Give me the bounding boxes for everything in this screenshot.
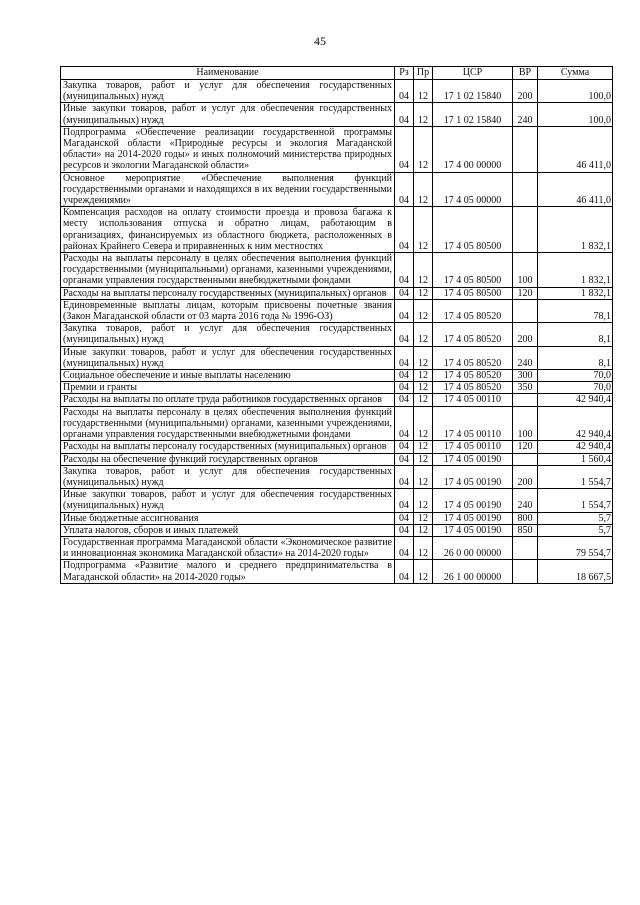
cell-rz: 04 [395,299,414,322]
cell-csr: 17 4 05 80520 [433,370,513,382]
cell-name: Расходы на выплаты персоналу в целях обеспечения выполнения функций государственными (муниципальными) органами, казенными учреждениями, органами управления государственными внебюджетными фондами [61,253,395,288]
cell-pr: 12 [414,126,433,172]
cell-csr: 17 4 00 00000 [433,126,513,172]
cell-rz: 04 [395,382,414,394]
table-row [61,489,613,512]
cell-csr: 17 4 05 00190 [433,489,513,512]
cell-rz: 04 [395,441,414,453]
cell-sum: 100,0 [538,103,613,126]
cell-csr: 17 1 02 15840 [433,103,513,126]
cell-name: Компенсация расходов на оплату стоимости проезда и провоза багажа к месту использования отпуска и обратно лицам, работающим в организациях, финансируемых из областного бюджета, расположенных в районах Крайнего Севера и приравненных к ним местностях [61,207,395,253]
cell-rz: 04 [395,323,414,346]
column-header-name: Наименование [61,67,395,80]
cell-vr [513,453,538,465]
table-row [61,103,613,126]
cell-vr [513,126,538,172]
cell-rz: 04 [395,406,414,441]
table-row [61,406,613,441]
column-header-csr: ЦСР [433,67,513,80]
column-header-vr: ВР [513,67,538,80]
cell-sum: 46 411,0 [538,172,613,207]
cell-name: Единовременные выплаты лицам, которым присвоены почетные звания (Закон Магаданской области от 03 марта 2016 года № 1996-ОЗ) [61,299,395,322]
cell-rz: 04 [395,536,414,559]
cell-vr [513,207,538,253]
cell-sum: 100,0 [538,80,613,103]
cell-pr: 12 [414,207,433,253]
cell-name: Социальное обеспечение и иные выплаты населению [61,370,395,382]
cell-pr: 12 [414,512,433,524]
cell-pr: 12 [414,489,433,512]
table-row [61,172,613,207]
table-row [61,370,613,382]
table-row [61,394,613,406]
cell-rz: 04 [395,524,414,536]
column-header-sum: Сумма [538,67,613,80]
cell-name: Расходы на обеспечение функций государственных органов [61,453,395,465]
cell-pr: 12 [414,370,433,382]
cell-vr: 100 [513,253,538,288]
cell-vr: 200 [513,80,538,103]
cell-name: Основное мероприятие «Обеспечение выполнения функций государственными органами и находящихся в их ведении государственными учреждениями» [61,172,395,207]
cell-sum: 5,7 [538,512,613,524]
cell-csr: 17 4 05 80520 [433,382,513,394]
column-header-pr: Пр [414,67,433,80]
cell-sum: 42 940,4 [538,406,613,441]
table-row [61,512,613,524]
cell-name: Премии и гранты [61,382,395,394]
column-header-rz: Рз [395,67,414,80]
cell-pr: 12 [414,394,433,406]
cell-vr: 850 [513,524,538,536]
cell-sum: 5,7 [538,524,613,536]
cell-sum: 1 832,1 [538,287,613,299]
cell-csr: 17 4 05 00110 [433,406,513,441]
cell-csr: 17 4 05 00000 [433,172,513,207]
table-row [61,346,613,369]
cell-pr: 12 [414,453,433,465]
cell-sum: 70,0 [538,382,613,394]
cell-pr: 12 [414,299,433,322]
cell-csr: 17 4 05 80500 [433,207,513,253]
cell-sum: 1 832,1 [538,253,613,288]
cell-sum: 1 832,1 [538,207,613,253]
cell-name: Расходы на выплаты персоналу в целях обеспечения выполнения функций государственными (муниципальными) органами, казенными учреждениями, органами управления государственными внебюджетными фондами [61,406,395,441]
cell-name: Закупка товаров, работ и услуг для обеспечения государственных (муниципальных) нужд [61,80,395,103]
cell-name: Расходы на выплаты персоналу государственных (муниципальных) органов [61,287,395,299]
cell-vr [513,560,538,583]
cell-sum: 42 940,4 [538,394,613,406]
cell-pr: 12 [414,524,433,536]
cell-name: Закупка товаров, работ и услуг для обеспечения государственных (муниципальных) нужд [61,323,395,346]
cell-pr: 12 [414,465,433,488]
table-row [61,560,613,583]
cell-rz: 04 [395,346,414,369]
cell-vr: 120 [513,441,538,453]
cell-rz: 04 [395,253,414,288]
table-row [61,80,613,103]
cell-name: Иные закупки товаров, работ и услуг для обеспечения государственных (муниципальных) нужд [61,489,395,512]
cell-name: Иные бюджетные ассигнования [61,512,395,524]
cell-rz: 04 [395,465,414,488]
cell-pr: 12 [414,103,433,126]
cell-vr: 120 [513,287,538,299]
table-row [61,453,613,465]
cell-csr: 17 4 05 80520 [433,323,513,346]
cell-name: Государственная программа Магаданской области «Экономическое развитие и инновационная экономика Магаданской области» на 2014-2020 годы» [61,536,395,559]
table-row [61,126,613,172]
cell-pr: 12 [414,346,433,369]
cell-name: Иные закупки товаров, работ и услуг для обеспечения государственных (муниципальных) нужд [61,346,395,369]
cell-rz: 04 [395,370,414,382]
cell-csr: 17 4 05 00110 [433,441,513,453]
cell-rz: 04 [395,103,414,126]
cell-pr: 12 [414,406,433,441]
table-body [61,80,613,584]
cell-name: Расходы на выплаты персоналу государственных (муниципальных) органов [61,441,395,453]
cell-csr: 17 4 05 00190 [433,524,513,536]
cell-vr [513,536,538,559]
cell-name: Уплата налогов, сборов и иных платежей [61,524,395,536]
cell-pr: 12 [414,441,433,453]
table-header-row [61,67,613,80]
cell-vr [513,172,538,207]
cell-vr: 240 [513,103,538,126]
cell-vr: 200 [513,465,538,488]
cell-csr: 26 1 00 00000 [433,560,513,583]
page-number: 45 [314,34,326,48]
cell-name: Подпрограмма «Обеспечение реализации государственной программы Магаданской области «Природные ресурсы и экология Магаданской области» на 2014-2020 годы» и иных полномочий министерства природных ресурсов и экологии Магаданской области» [61,126,395,172]
cell-rz: 04 [395,453,414,465]
cell-csr: 17 4 05 80500 [433,287,513,299]
cell-vr [513,394,538,406]
table-row [61,253,613,288]
cell-name: Иные закупки товаров, работ и услуг для обеспечения государственных (муниципальных) нужд [61,103,395,126]
cell-vr: 100 [513,406,538,441]
cell-rz: 04 [395,489,414,512]
table-row [61,441,613,453]
cell-csr: 17 4 05 00190 [433,465,513,488]
cell-csr: 17 4 05 00190 [433,453,513,465]
cell-vr: 350 [513,382,538,394]
cell-sum: 79 554,7 [538,536,613,559]
cell-rz: 04 [395,394,414,406]
cell-csr: 17 4 05 00190 [433,512,513,524]
cell-sum: 42 940,4 [538,441,613,453]
table-row [61,323,613,346]
cell-vr [513,299,538,322]
cell-csr: 17 4 05 80500 [433,253,513,288]
cell-sum: 78,1 [538,299,613,322]
cell-pr: 12 [414,536,433,559]
cell-csr: 17 4 05 00110 [433,394,513,406]
cell-sum: 8,1 [538,346,613,369]
table-row [61,382,613,394]
cell-csr: 26 0 00 00000 [433,536,513,559]
cell-pr: 12 [414,253,433,288]
cell-pr: 12 [414,560,433,583]
cell-pr: 12 [414,382,433,394]
cell-pr: 12 [414,287,433,299]
cell-csr: 17 1 02 15840 [433,80,513,103]
cell-pr: 12 [414,323,433,346]
table-row [61,299,613,322]
cell-rz: 04 [395,126,414,172]
cell-rz: 04 [395,80,414,103]
cell-rz: 04 [395,512,414,524]
cell-name: Расходы на выплаты по оплате труда работников государственных органов [61,394,395,406]
cell-sum: 70,0 [538,370,613,382]
table-row [61,536,613,559]
cell-sum: 8,1 [538,323,613,346]
cell-rz: 04 [395,172,414,207]
cell-sum: 18 667,5 [538,560,613,583]
cell-sum: 1 560,4 [538,453,613,465]
cell-sum: 1 554,7 [538,465,613,488]
table-row [61,465,613,488]
cell-vr: 240 [513,489,538,512]
cell-rz: 04 [395,560,414,583]
cell-name: Подпрограмма «Развитие малого и среднего предпринимательства в Магаданской области» на 2014-2020 годы» [61,560,395,583]
cell-vr: 240 [513,346,538,369]
cell-pr: 12 [414,80,433,103]
cell-csr: 17 4 05 80520 [433,346,513,369]
cell-vr: 300 [513,370,538,382]
table-row [61,524,613,536]
table-row [61,287,613,299]
cell-vr: 200 [513,323,538,346]
cell-rz: 04 [395,287,414,299]
cell-csr: 17 4 05 80520 [433,299,513,322]
cell-sum: 46 411,0 [538,126,613,172]
cell-sum: 1 554,7 [538,489,613,512]
cell-rz: 04 [395,207,414,253]
cell-pr: 12 [414,172,433,207]
cell-name: Закупка товаров, работ и услуг для обеспечения государственных (муниципальных) нужд [61,465,395,488]
budget-table [60,66,613,584]
table-row [61,207,613,253]
cell-vr: 800 [513,512,538,524]
